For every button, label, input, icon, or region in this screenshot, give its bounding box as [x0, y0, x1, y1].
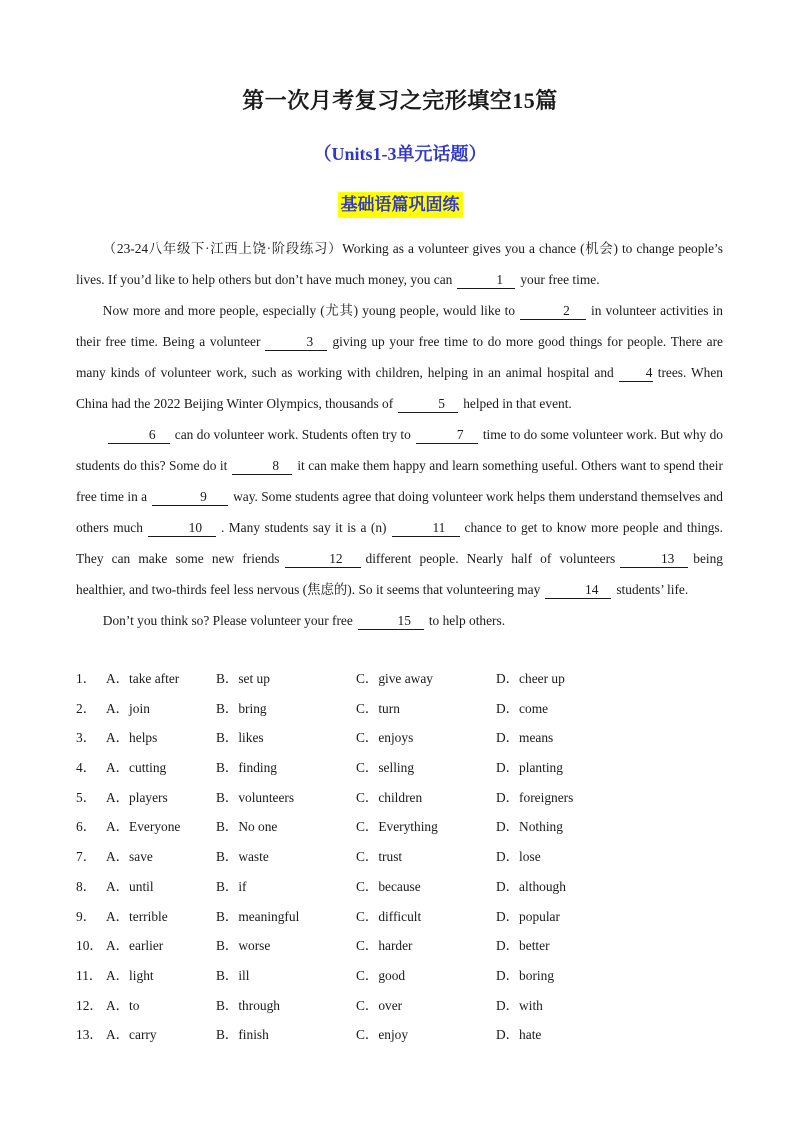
option-d: D．popular: [496, 908, 560, 924]
option-c: C．difficult: [356, 908, 422, 924]
option-a: A．join: [106, 700, 150, 716]
option-c: C．turn: [356, 700, 400, 716]
question-number: 2．: [76, 700, 97, 716]
option-row: [76, 991, 726, 1021]
option-a: A．light: [106, 967, 154, 983]
option-d: D．better: [496, 938, 550, 954]
option-row: [76, 753, 726, 783]
blank-2: 2: [520, 302, 586, 320]
question-number: 3．: [76, 730, 97, 746]
option-c: C．harder: [356, 938, 413, 954]
blank-14: 14: [545, 581, 611, 599]
passage-text: your free time.: [520, 272, 600, 287]
passage-text: different people. Nearly half of volunteers: [365, 551, 616, 566]
blank-6: 6: [108, 426, 170, 444]
answer-options-list: [76, 664, 726, 1050]
option-b: B．volunteers: [216, 789, 295, 805]
option-a: A．earlier: [106, 938, 164, 954]
passage-text: （23-24八年级下·江西上饶·阶段练习）Working as a volunteer gives you a chance (机会) to change people’s lives. If you’d like to help others but don’t have much money, you can: [76, 241, 723, 287]
option-a: A．until: [106, 878, 154, 894]
option-a: A．Everyone: [106, 819, 181, 835]
passage-paragraph-2: [76, 295, 723, 419]
passage-text: . Many students say it is a (n): [220, 520, 387, 535]
option-row: [76, 842, 726, 872]
option-row: [76, 812, 726, 842]
option-b: B．finish: [216, 1027, 269, 1043]
blank-7: 7: [416, 426, 478, 444]
blank-10: 10: [148, 519, 216, 537]
blank-11: 11: [392, 519, 460, 537]
option-c: C．selling: [356, 760, 415, 776]
option-c: C．give away: [356, 671, 433, 686]
option-d: D．although: [496, 878, 566, 894]
option-b: B．bring: [216, 700, 267, 716]
option-c: C．trust: [356, 849, 403, 865]
section-heading: 基础语篇巩固练: [338, 192, 463, 218]
option-b: B．waste: [216, 849, 269, 865]
question-number: 13．: [76, 1027, 103, 1043]
cloze-passage: [76, 233, 723, 636]
blank-4: 4: [619, 364, 653, 382]
passage-text: it can make them happy and learn something useful. Others want to spend their free time in a: [76, 458, 723, 504]
option-b: B．worse: [216, 938, 271, 954]
question-number: 8．: [76, 878, 97, 894]
option-row: [76, 694, 726, 724]
passage-text: chance to get to know more people and things. They can make some new friends: [76, 520, 723, 566]
passage-paragraph-3: [76, 419, 723, 605]
passage-paragraph-4: [76, 605, 723, 636]
question-number: 10．: [76, 938, 103, 954]
option-b: B．ill: [216, 967, 250, 983]
question-number: 9．: [76, 908, 97, 924]
option-d: D．lose: [496, 849, 541, 865]
page-title: 第一次月考复习之完形填空15篇: [242, 88, 558, 113]
blank-5: 5: [398, 395, 458, 413]
passage-text: students’ life.: [616, 582, 689, 597]
option-row: [76, 872, 726, 902]
option-d: D．foreigners: [496, 789, 574, 805]
option-row: [76, 902, 726, 932]
option-a: A．cutting: [106, 760, 167, 776]
passage-text: can do volunteer work. Students often try to: [174, 427, 411, 442]
option-a: A．take after: [106, 671, 180, 686]
passage-text: giving up your free time to do more good things for people. There are many kinds of volunteer work, such as working with children, helping in an animal hospital and: [76, 334, 723, 380]
option-b: B．No one: [216, 819, 278, 835]
passage-text: trees. When China had the 2022 Beijing Winter Olympics, thousands of: [76, 365, 723, 411]
option-row: [76, 961, 726, 991]
option-b: B．finding: [216, 760, 278, 776]
option-row: [76, 931, 726, 961]
option-c: C．over: [356, 997, 403, 1013]
option-d: D．hate: [496, 1027, 542, 1043]
option-b: B．through: [216, 997, 280, 1013]
passage-text: helped in that event.: [463, 396, 572, 411]
blank-15: 15: [358, 612, 424, 630]
option-d: D．planting: [496, 760, 563, 776]
passage-text: Now more and more people, especially (尤其) young people, would like to: [102, 303, 516, 318]
passage-text: time to do some volunteer work. But why do students do this? Some do it: [76, 427, 723, 473]
option-c: C．because: [356, 878, 421, 894]
question-number: 1．: [76, 671, 97, 686]
option-d: D．Nothing: [496, 819, 563, 835]
blank-1: 1: [457, 271, 515, 289]
passage-paragraph-1: [76, 233, 723, 295]
option-d: D．come: [496, 700, 549, 716]
option-a: A．carry: [106, 1027, 157, 1043]
option-d: D．means: [496, 730, 554, 746]
section-heading-wrap: [0, 192, 800, 218]
option-d: D．with: [496, 997, 543, 1013]
blank-9: 9: [152, 488, 228, 506]
blank-12: 12: [285, 550, 361, 568]
option-b: B．likes: [216, 730, 264, 746]
question-number: 11．: [76, 967, 103, 983]
option-d: D．cheer up: [496, 671, 565, 686]
blank-8: 8: [232, 457, 292, 475]
option-row: [76, 723, 726, 753]
option-c: C．enjoy: [356, 1027, 409, 1043]
option-c: C．good: [356, 967, 406, 983]
option-b: B．if: [216, 878, 247, 894]
passage-text: to help others.: [428, 613, 506, 628]
question-number: 7．: [76, 849, 97, 865]
option-c: C．enjoys: [356, 730, 414, 746]
option-row: [76, 783, 726, 813]
passage-text: in volunteer activities in their free time. Being a volunteer: [76, 303, 723, 349]
passage-text: way. Some students agree that doing volunteer work helps them understand themselves and others much: [76, 489, 723, 535]
blank-13: 13: [620, 550, 688, 568]
option-b: B．set up: [216, 671, 270, 686]
option-a: A．players: [106, 789, 168, 805]
question-number: 4．: [76, 760, 97, 776]
passage-text: Don’t you think so? Please volunteer your free: [102, 613, 353, 628]
option-c: C．children: [356, 789, 423, 805]
page-subtitle: （Units1-3单元话题）: [313, 144, 487, 164]
question-number: 12．: [76, 997, 103, 1013]
option-a: A．to: [106, 997, 140, 1013]
question-number: 5．: [76, 789, 97, 805]
blank-3: 3: [265, 333, 327, 351]
option-a: A．terrible: [106, 908, 168, 924]
option-d: D．boring: [496, 967, 555, 983]
option-row: [76, 664, 726, 694]
option-a: A．save: [106, 849, 153, 865]
passage-text: being healthier, and two-thirds feel less nervous (焦虑的). So it seems that volunteering may: [76, 551, 723, 597]
question-number: 6．: [76, 819, 97, 835]
option-a: A．helps: [106, 730, 158, 746]
option-row: [76, 1020, 726, 1050]
option-b: B．meaningful: [216, 908, 300, 924]
option-c: C．Everything: [356, 819, 438, 835]
